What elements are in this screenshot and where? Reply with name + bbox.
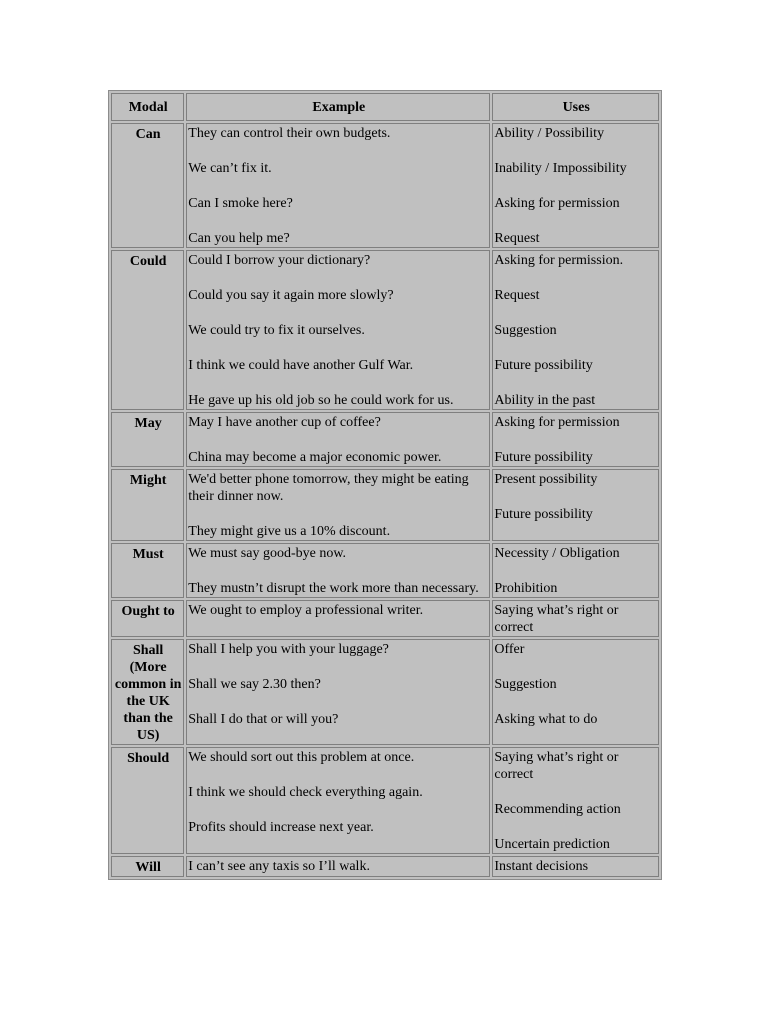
uses-cell <box>492 600 659 637</box>
example-sentence: They might give us a 10% discount. <box>188 524 391 539</box>
use-description: Ability / Possibility <box>494 126 605 141</box>
uses-cell <box>492 469 659 541</box>
use-description: Suggestion <box>494 677 557 692</box>
example-sentence: They mustn’t disrupt the work more than necessary. <box>188 581 479 596</box>
table-row <box>111 600 659 637</box>
uses-cell <box>492 123 659 248</box>
example-sentence: Shall we say 2.30 then? <box>188 677 321 692</box>
use-description: Request <box>494 231 540 246</box>
example-sentence: He gave up his old job so he could work for us. <box>188 393 454 408</box>
modal-cell: Might <box>111 469 184 541</box>
table-row <box>111 543 659 598</box>
example-sentence: Shall I do that or will you? <box>188 712 339 727</box>
use-description: Suggestion <box>494 323 557 338</box>
table-row <box>111 747 659 854</box>
use-description: Asking for permission. <box>494 253 624 268</box>
uses-cell <box>492 412 659 467</box>
use-description: Necessity / Obligation <box>494 546 620 561</box>
modal-cell: Can <box>111 123 184 248</box>
header-uses: Uses <box>492 93 659 121</box>
table-row <box>111 412 659 467</box>
use-description: Recommending action <box>494 802 621 817</box>
modal-cell: Ought to <box>111 600 184 637</box>
example-cell <box>186 747 490 854</box>
modal-verbs-table <box>108 90 662 880</box>
modal-cell: Will <box>111 856 184 877</box>
example-cell <box>186 856 490 877</box>
example-sentence: We ought to employ a professional writer. <box>188 603 424 618</box>
use-description: Uncertain prediction <box>494 837 610 852</box>
table-row <box>111 856 659 877</box>
uses-cell <box>492 747 659 854</box>
example-sentence: China may become a major economic power. <box>188 450 442 465</box>
example-cell <box>186 639 490 745</box>
document-page <box>108 90 662 880</box>
example-cell <box>186 600 490 637</box>
table-body <box>111 123 659 877</box>
table-row <box>111 469 659 541</box>
example-sentence: We could try to fix it ourselves. <box>188 323 365 338</box>
example-sentence: We must say good-bye now. <box>188 546 347 561</box>
example-sentence: Can you help me? <box>188 231 290 246</box>
table-row <box>111 639 659 745</box>
use-description: Future possibility <box>494 358 593 373</box>
use-description: Request <box>494 288 540 303</box>
example-sentence: Could you say it again more slowly? <box>188 288 394 303</box>
uses-cell <box>492 639 659 745</box>
example-cell <box>186 123 490 248</box>
use-description: Saying what’s right or correct <box>494 603 619 635</box>
example-sentence: I think we should check everything again. <box>188 785 423 800</box>
example-sentence: May I have another cup of coffee? <box>188 415 381 430</box>
use-description: Future possibility <box>494 450 593 465</box>
example-cell <box>186 412 490 467</box>
use-description: Asking for permission <box>494 415 620 430</box>
use-description: Present possibility <box>494 472 598 487</box>
example-cell <box>186 469 490 541</box>
use-description: Saying what’s right or correct <box>494 750 619 782</box>
modal-cell: Could <box>111 250 184 410</box>
example-sentence: We'd better phone tomorrow, they might be eating their dinner now. <box>188 472 469 504</box>
use-description: Offer <box>494 642 525 657</box>
example-sentence: Could I borrow your dictionary? <box>188 253 371 268</box>
modal-cell: Should <box>111 747 184 854</box>
example-sentence: We can’t fix it. <box>188 161 272 176</box>
use-description: Prohibition <box>494 581 558 596</box>
uses-cell <box>492 250 659 410</box>
table-row <box>111 250 659 410</box>
example-sentence: Shall I help you with your luggage? <box>188 642 389 657</box>
example-sentence: They can control their own budgets. <box>188 126 391 141</box>
example-sentence: Can I smoke here? <box>188 196 293 211</box>
example-sentence: We should sort out this problem at once. <box>188 750 415 765</box>
example-sentence: Profits should increase next year. <box>188 820 374 835</box>
modal-cell: Must <box>111 543 184 598</box>
example-cell <box>186 250 490 410</box>
use-description: Instant decisions <box>494 859 589 874</box>
example-cell <box>186 543 490 598</box>
header-modal: Modal <box>111 93 184 121</box>
table-row <box>111 123 659 248</box>
example-sentence: I think we could have another Gulf War. <box>188 358 414 373</box>
header-example: Example <box>186 93 490 121</box>
modal-cell: Shall (More common in the UK than the US) <box>111 639 184 745</box>
use-description: Asking what to do <box>494 712 598 727</box>
use-description: Inability / Impossibility <box>494 161 627 176</box>
uses-cell <box>492 856 659 877</box>
table-header-row <box>111 93 659 121</box>
use-description: Ability in the past <box>494 393 596 408</box>
use-description: Asking for permission <box>494 196 620 211</box>
modal-cell: May <box>111 412 184 467</box>
uses-cell <box>492 543 659 598</box>
example-sentence: I can’t see any taxis so I’ll walk. <box>188 859 370 874</box>
use-description: Future possibility <box>494 507 593 522</box>
